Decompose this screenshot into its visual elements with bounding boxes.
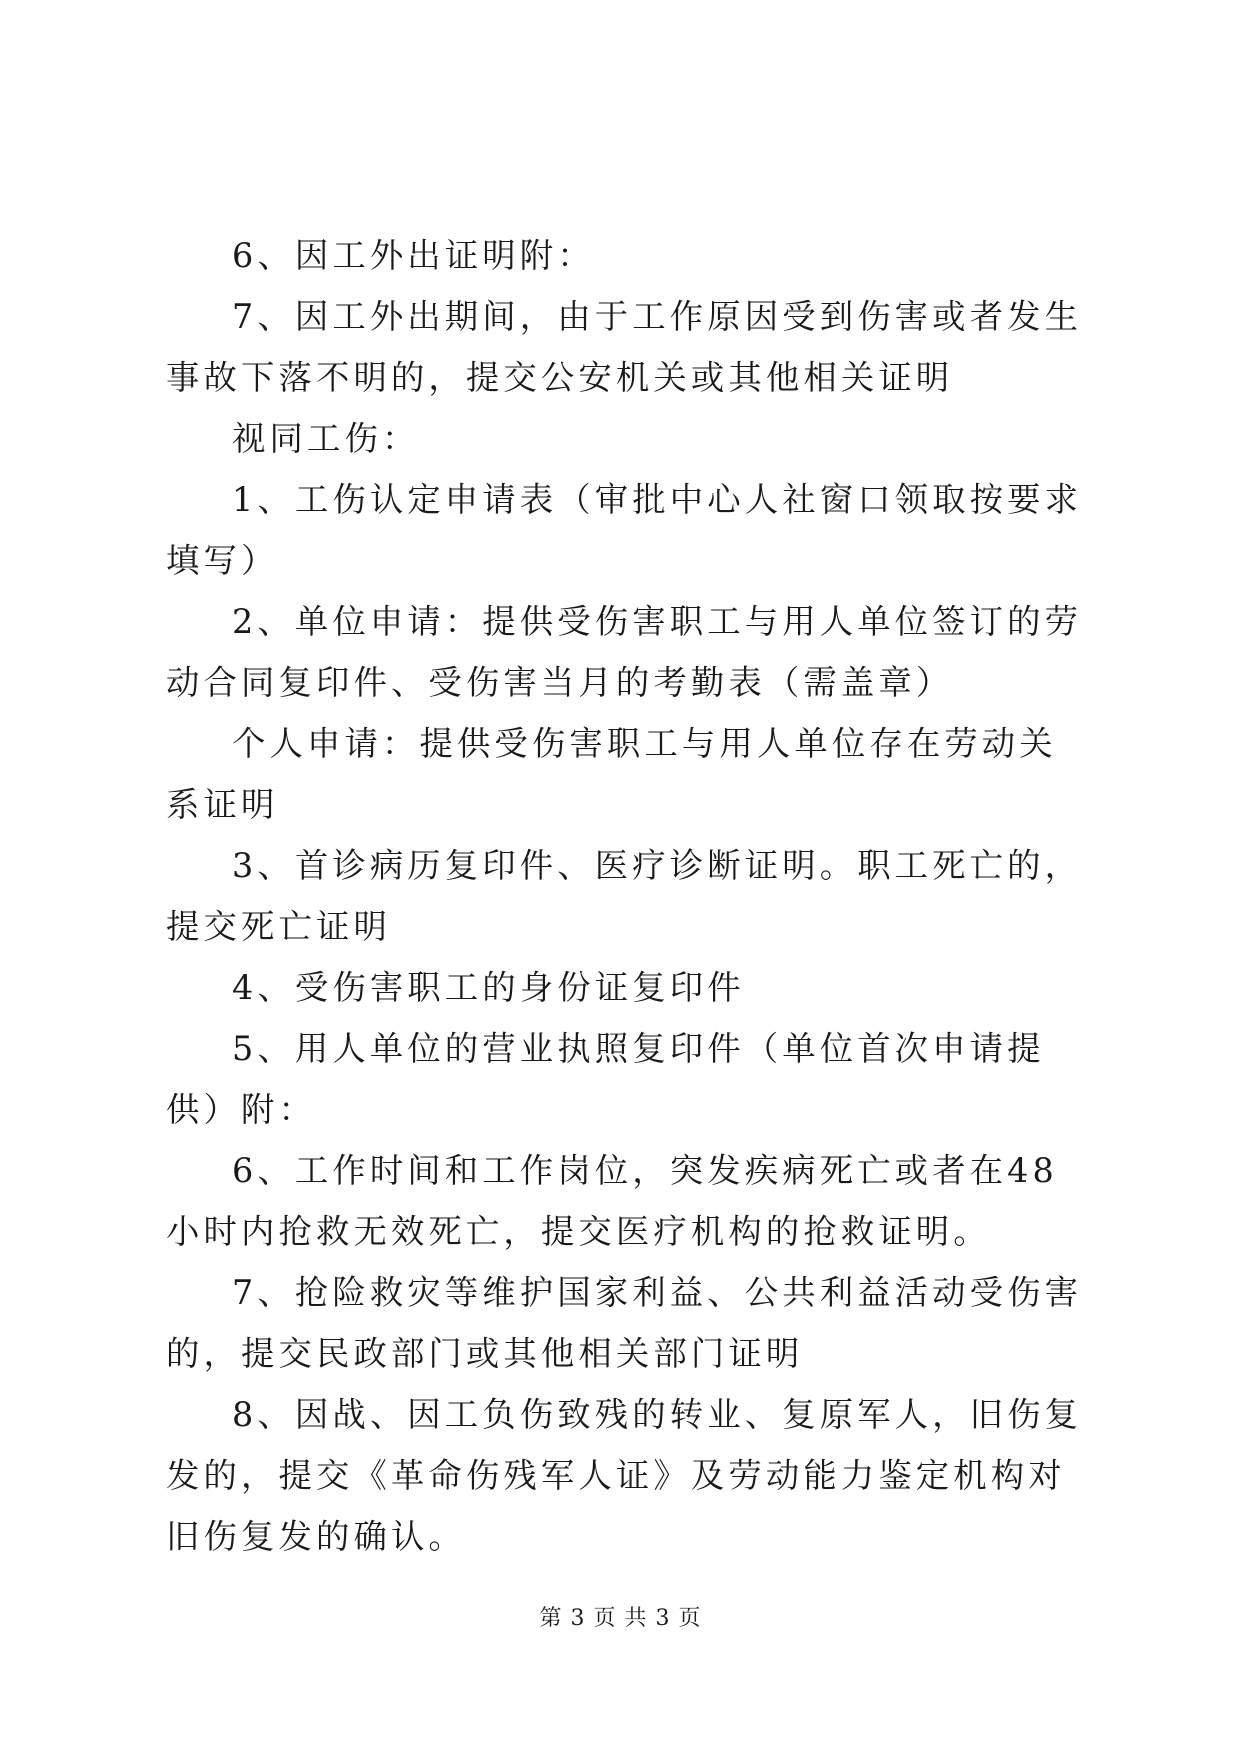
paragraph-item-2-unit-application: 2、单位申请：提供受伤害职工与用人单位签订的劳动合同复印件、受伤害当月的考勤表（需盖章）: [166, 602, 1083, 702]
section-heading-deemed-injury: 视同工伤：: [232, 419, 420, 458]
paragraph-item-5-business-license: 5、用人单位的营业执照复印件（单位首次申请提供）附：: [166, 1029, 1045, 1129]
paragraph-item-4-id-copy: 4、受伤害职工的身份证复印件: [232, 968, 745, 1007]
paragraph-item-8-veteran-injury: 8、因战、因工负伤致残的转业、复原军人，旧伤复发的，提交《革命伤残军人证》及劳动能力鉴定机构对旧伤复发的确认。: [166, 1395, 1083, 1556]
paragraph-item-7-missing-proof: 7、因工外出期间，由于工作原因受到伤害或者发生事故下落不明的，提交公安机关或其他相关证明: [166, 297, 1083, 397]
paragraph-personal-application: 个人申请：提供受伤害职工与用人单位存在劳动关系证明: [166, 724, 1057, 824]
paragraph-item-6-proof-attached: 6、因工外出证明附：: [232, 236, 595, 275]
paragraph-item-1-application-form: 1、工伤认定申请表（审批中心人社窗口领取按要求填写）: [166, 480, 1083, 580]
paragraph-item-6-sudden-death: 6、工作时间和工作岗位，突发疾病死亡或者在48小时内抢救无效死亡，提交医疗机构的抢救证明。: [166, 1151, 1058, 1251]
paragraph-item-3-medical-records: 3、首诊病历复印件、医疗诊断证明。职工死亡的，提交死亡证明: [166, 846, 1083, 946]
document-body: [166, 225, 1086, 1567]
paragraph-item-7-disaster-rescue: 7、抢险救灾等维护国家利益、公共利益活动受伤害的，提交民政部门或其他相关部门证明: [166, 1273, 1083, 1373]
page-footer: 第 3 页 共 3 页: [539, 1606, 702, 1631]
